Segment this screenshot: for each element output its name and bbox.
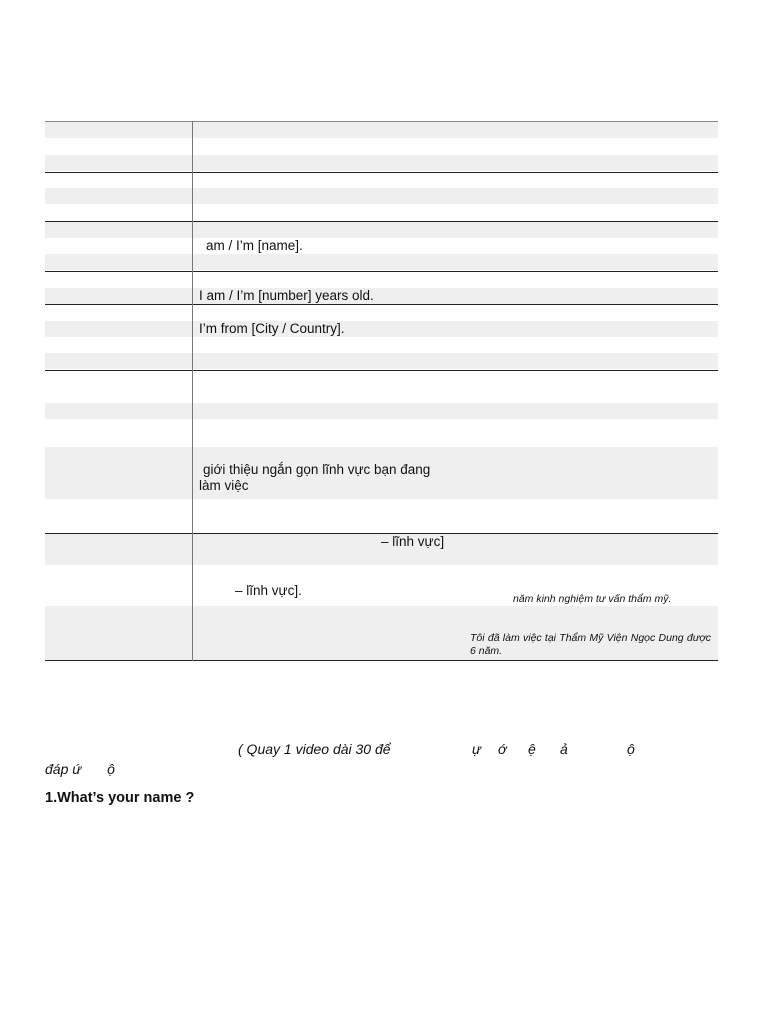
note-experience: năm kinh nghiệm tư vấn thẩm mỹ. [513,593,672,605]
note-worked-at: Tôi đã làm việc tại Thẩm Mỹ Viện Ngọc Dung được 6 năm. [470,632,711,657]
instruction-line-2-b: ộ [107,761,115,777]
intro-table [45,121,718,661]
answer-field-1: – lĩnh vực] [381,534,445,549]
instruction-fragment: ớ [498,741,507,757]
answer-field-2: – lĩnh vực]. [235,583,302,598]
instruction-line-2-a: đáp ứ [45,761,82,777]
answer-field-intro: giới thiệu ngắn gọn lĩnh vực bạn đang làm việc [199,462,431,493]
instruction-fragment: ả [560,741,568,757]
answer-age: I am / I’m [number] years old. [199,288,374,303]
instruction-fragment: ệ [528,741,536,757]
answer-name: am / I’m [name]. [206,238,303,253]
instruction-line-2 [45,761,115,777]
instruction-line-1: ( Quay 1 video dài 30 để [238,741,391,757]
answer-hometown: I’m from [City / Country]. [199,321,345,336]
question-heading: 1.What’s your name ? [45,790,195,806]
instruction-fragment: ự [472,741,481,757]
instruction-fragment: ộ [627,741,635,757]
column-divider [192,121,193,661]
